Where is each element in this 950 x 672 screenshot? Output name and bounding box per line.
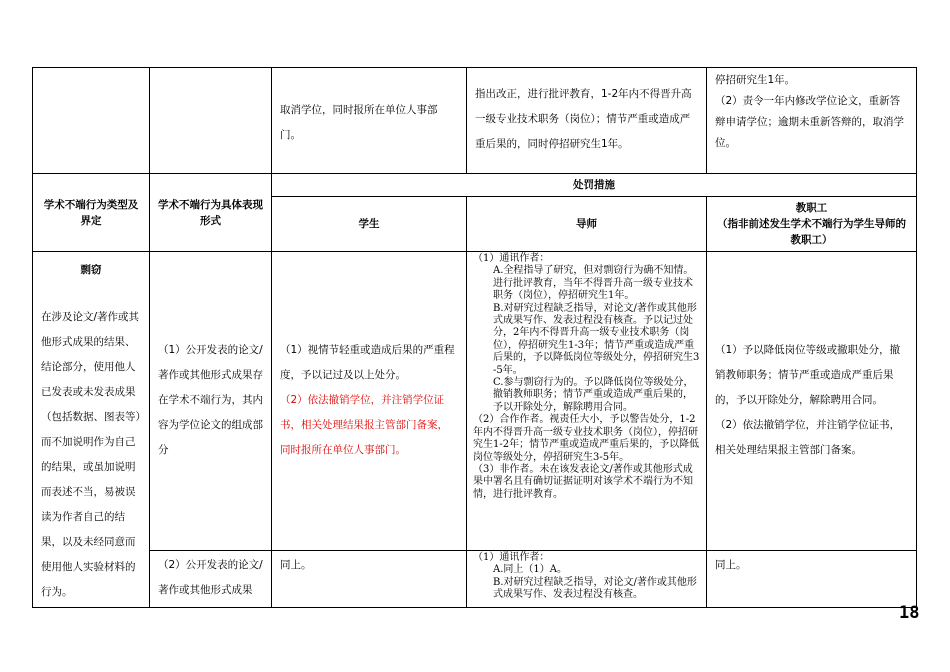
continuation-form-cell xyxy=(150,68,272,174)
plagiarism-row-2 xyxy=(33,550,917,607)
page-number: 18 xyxy=(899,603,920,623)
continuation-student-text: 取消学位，同时报所在单位人事部门。 xyxy=(280,104,438,141)
row2-supervisor-cell xyxy=(467,550,707,607)
header-staff-title: 教职工 xyxy=(795,202,828,214)
row2-student-text: 同上。 xyxy=(280,558,312,571)
row1-supervisor-corresponding-head: （1）通讯作者： xyxy=(473,253,550,264)
continuation-staff-cell xyxy=(707,68,917,174)
header-supervisor: 导师 xyxy=(467,197,707,252)
continuation-type-cell xyxy=(33,68,150,174)
row2-staff-text: 同上。 xyxy=(715,558,747,571)
continuation-row xyxy=(33,68,917,174)
plagiarism-row-1 xyxy=(33,252,917,551)
continuation-student-cell xyxy=(272,68,467,174)
continuation-supervisor-text: 指出改正，进行批评教育，1-2年内不得晋升高一级专业技术职务（岗位）；情节严重或造成严重后果的，同时停招研究生1年。 xyxy=(475,88,692,150)
row1-form-text: （1）公开发表的论文/著作或其他形式成果存在学术不端行为，其内容为学位论文的组成部分 xyxy=(158,344,263,457)
continuation-staff-line1: 停招研究生1年。 xyxy=(715,74,796,86)
row1-supervisor-item-a: A.全程指导了研究，但对剽窃行为确不知情。进行批评教育，当年不得晋升高一级专业技术职务（岗位），停招研究生1年。 xyxy=(493,265,694,302)
row2-form-cell xyxy=(150,550,272,607)
row1-staff-measure-1: （1）予以降低岗位等级或撤职处分，撤销教师职务；情节严重或造成严重后果的，予以开除处分，解除聘用合同。 xyxy=(715,344,901,407)
header-row-1 xyxy=(33,174,917,197)
plagiarism-title: 剽窃 xyxy=(80,264,102,276)
row1-supervisor-cell xyxy=(467,252,707,551)
row1-student-measure-2: （2）依法撤销学位，并注销学位证书，相关处理结果报主管部门备案，同时报所在单位人事部门。 xyxy=(280,394,448,457)
row1-staff-measure-2: （2）依法撤销学位，并注销学位证书，相关处理结果报主管部门备案。 xyxy=(715,419,901,457)
row1-supervisor-coauthor: （2）合作作者。视责任大小，予以警告处分，1-2年内不得晋升高一级专业技术职务（岗位），停招研究生1-2年；情节严重或造成严重后果的，予以降低岗位等级处分，停招研究生3-5年。 xyxy=(473,414,700,463)
row1-staff-cell xyxy=(707,252,917,551)
row1-supervisor-non-author: （3）非作者。未在该发表论文/著作或其他形式成果中署名且有确切证据证明对该学术不端行为不知情，进行批评教育。 xyxy=(473,463,693,500)
row2-supervisor-item-b: B.对研究过程缺乏指导，对论文/著作或其他形式成果写作、发表过程没有核查。 xyxy=(493,576,697,601)
continuation-supervisor-cell xyxy=(467,68,707,174)
row1-student-cell xyxy=(272,252,467,551)
row2-supervisor-corresponding-head: （1）通讯作者： xyxy=(473,551,550,563)
header-student: 学生 xyxy=(272,197,467,252)
plagiarism-definition: 在涉及论文/著作或其他形式成果的结果、结论部分，使用他人已发表或未发表成果（包括数据、图表等）而不加说明作为自己的结果，或虽加说明而表述不当，易被误读为作者自己的结果，以及未经同意而使用他人实验材料的行为。 xyxy=(41,311,141,598)
header-type-definition: 学术不端行为类型及界定 xyxy=(33,174,150,252)
penalty-table xyxy=(32,67,917,608)
row1-student-measure-1: （1）视情节轻重或造成后果的严重程度，予以记过及以上处分。 xyxy=(280,344,455,382)
header-penalty-measures: 处罚措施 xyxy=(272,174,917,197)
header-specific-forms: 学术不端行为具体表现形式 xyxy=(150,174,272,252)
row1-form-cell xyxy=(150,252,272,551)
row2-student-cell xyxy=(272,550,467,607)
row1-supervisor-item-b: B.对研究过程缺乏指导，对论文/著作或其他形式成果写作、发表过程没有核查。予以记过处分，2年内不得晋升高一级专业技术职务（岗位），停招研究生1-3年；情节严重或造成严重后果的，予以降低岗位等级处分，停招研究生3-5年。 xyxy=(493,302,700,376)
row2-staff-cell xyxy=(707,550,917,607)
row2-supervisor-item-a: A.同上（1）A。 xyxy=(493,564,567,576)
row2-form-text: （2）公开发表的论文/著作或其他形式成果 xyxy=(158,558,263,596)
plagiarism-definition-cell xyxy=(33,252,150,608)
header-staff-note: （指非前述发生学术不端行为学生导师的教职工） xyxy=(717,218,906,246)
row1-supervisor-item-c: C.参与剽窃行为的。予以降低岗位等级处分，撤销教师职务；情节严重或造成严重后果的，予以开除处分，解除聘用合同。 xyxy=(493,377,694,413)
header-staff xyxy=(707,197,917,252)
continuation-staff-line2: （2）责令一年内修改学位论文，重新答辩申请学位；逾期未重新答辩的，取消学位。 xyxy=(715,95,904,149)
